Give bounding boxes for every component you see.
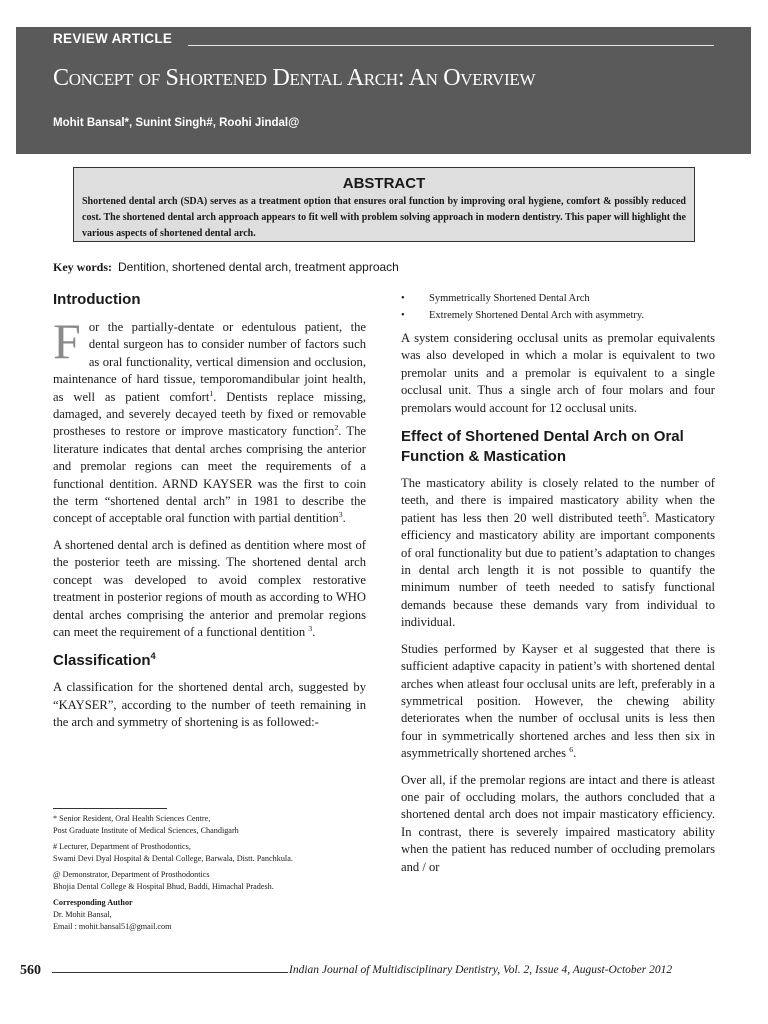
effect-heading: Effect of Shortened Dental Arch on Oral Function & Mastication [401, 428, 684, 466]
classification-title: Classification [53, 652, 151, 670]
author-list: Mohit Bansal*, Sunint Singh#, Roohi Jindal@ [53, 117, 300, 129]
keywords-label: Key words: [53, 260, 112, 274]
footnote-2 [53, 841, 366, 865]
list-item: • Extremely Shortened Dental Arch with asymmetry. [401, 307, 715, 324]
reference-marker: 3 [338, 510, 343, 520]
header-banner [16, 27, 751, 154]
corresponding-author-email: Email : mohit.bansal51@gmail.com [53, 922, 172, 931]
occlusal-units-paragraph: A system considering occlusal units as premolar equivalents was also developed in which a molar is equivalent to two premolar units and a premolar is equivalent to a single occlusal unit. Thus a single arch of four molars and four premolars would account for 12 occlusal units. [401, 331, 715, 415]
reference-marker: 3 [308, 623, 313, 633]
page-number: 560 [20, 963, 41, 978]
reference-marker: 1 [209, 388, 214, 398]
introduction-heading: Introduction [53, 291, 141, 308]
introduction-paragraph-2 [53, 537, 366, 641]
keywords-line [53, 260, 399, 275]
footnote-text: Bhojia Dental College & Hospital Bhud, Baddi, Himachal Pradesh. [53, 882, 274, 891]
footnote-text: Post Graduate Institute of Medical Sciences, Chandigarh [53, 826, 239, 835]
intro-text: . Dentists replace missing, damaged, and severely decayed teeth by fixed or removable prostheses to restore or improve masticatory function [53, 389, 366, 439]
intro-text: . The literature indicates that dental arches comprising the anterior and premolar regions can meet the requirements of a functional dentition. ARND KAYSER was the first to coin the term “shortened dental arch” in 1981 to describe the concept of acceptable oral function with partial dentition [53, 424, 366, 526]
article-title: Concept of Shortened Dental Arch: An Overview [53, 65, 536, 91]
footnote-text: @ Demonstrator, Department of Prosthodontics [53, 870, 210, 879]
intro-text: or the partially-dentate or edentulous patient, the dental surgeon has to consider number of factors such as oral functionality, vertical dimension and occlusion, maintenance of hard tissue, temporomandibular joint health, as well as patient comfort [53, 320, 366, 404]
abstract-heading: ABSTRACT [342, 175, 426, 192]
corresponding-author-name: Dr. Mohit Bansal, [53, 910, 112, 919]
introduction-paragraph-1 [53, 313, 366, 528]
intro-text: . [342, 511, 346, 526]
body-text: The masticatory ability is closely related to the number of teeth, and there is impaired masticatory ability when the patient has less then 20 well distributed teeth [401, 476, 715, 525]
reference-marker: 2 [334, 423, 339, 433]
overall-paragraph: Over all, if the premolar regions are intact and there is atleast one pair of occluding molars, the authors concluded that a shortened dental arch does not impair masticatory efficiency. In contrast, there is severely impaired masticatory ability when the patient has reduced number of occluding premolars and / or [401, 772, 715, 874]
list-item: • Symmetrically Shortened Dental Arch [401, 290, 715, 307]
body-text: Studies performed by Kayser et al suggested that there is sufficient adaptive capacity in patient’s with shortened dental arches when atleast four occlusal units are left, preferably in a symmetrical position. However, the chewing ability deteriorates when the number of occlusal units is less then four in symmetrically shortened arches and less then six in asymmetrically shortened arches [401, 641, 715, 761]
drop-cap: F [53, 313, 81, 369]
journal-citation: Indian Journal of Multidisciplinary Dentistry, Vol. 2, Issue 4, August-October 2012 [289, 964, 673, 976]
footnote-text: Swami Devi Dyal Hospital & Dental College, Barwala, Distt. Panchkula. [53, 854, 293, 863]
footnote-1 [53, 813, 366, 837]
footnote-rule [53, 808, 167, 809]
left-column [53, 290, 366, 732]
classification-heading [53, 651, 366, 671]
footnote-text: * Senior Resident, Oral Health Sciences Centre, [53, 814, 211, 823]
reference-marker: 6 [569, 744, 574, 754]
abstract-box [73, 167, 695, 242]
header-rule [188, 45, 714, 46]
studies-paragraph [401, 641, 715, 763]
right-column [401, 290, 715, 876]
footnote-3 [53, 869, 366, 893]
corresponding-author [53, 897, 366, 933]
classification-list [401, 290, 715, 324]
classification-paragraph: A classification for the shortened dental arch, suggested by “KAYSER”, according to the number of teeth remaining in the arch and symmetry of shortening is as followed:- [53, 680, 366, 730]
reference-marker: 5 [642, 509, 647, 519]
abstract-text: Shortened dental arch (SDA) serves as a treatment option that ensures oral function by improving oral hygiene, comfort & possibly reduced cost. The shortened dental arch approach appears to fit well with problem solving approach in modern dentistry. This paper will highlight the various aspects of shortened dental arch. [82, 196, 686, 239]
body-text: . [573, 746, 577, 761]
article-type-label: REVIEW ARTICLE [53, 31, 173, 46]
footnote-text: # Lecturer, Department of Prosthodontics, [53, 842, 191, 851]
corresponding-author-label: Corresponding Author [53, 898, 133, 907]
keywords-text: Dentition, shortened dental arch, treatment approach [118, 260, 399, 274]
footnotes [53, 808, 366, 937]
footer-rule [52, 972, 288, 973]
reference-marker: 4 [150, 651, 156, 662]
mastication-paragraph [401, 475, 715, 632]
body-text: . Masticatory efficiency and masticatory ability are important components of oral functionality but due to patient’s adaptation to changes in dental arch length it is not possible to quantify the minimum number of teeth needed to satisfy functional demands because these demands vary from individual to individual. [401, 510, 715, 630]
intro-text: A shortened dental arch is defined as dentition where most of the posterior teeth are missing. The shortened dental arch concept was developed to avoid complex restorative treatment in posterior regions of mouth as according to WHO dental arches comprising the anterior and premolar regions can meet the requirement of a functional dentition [53, 537, 366, 639]
intro-text: . [312, 624, 316, 639]
